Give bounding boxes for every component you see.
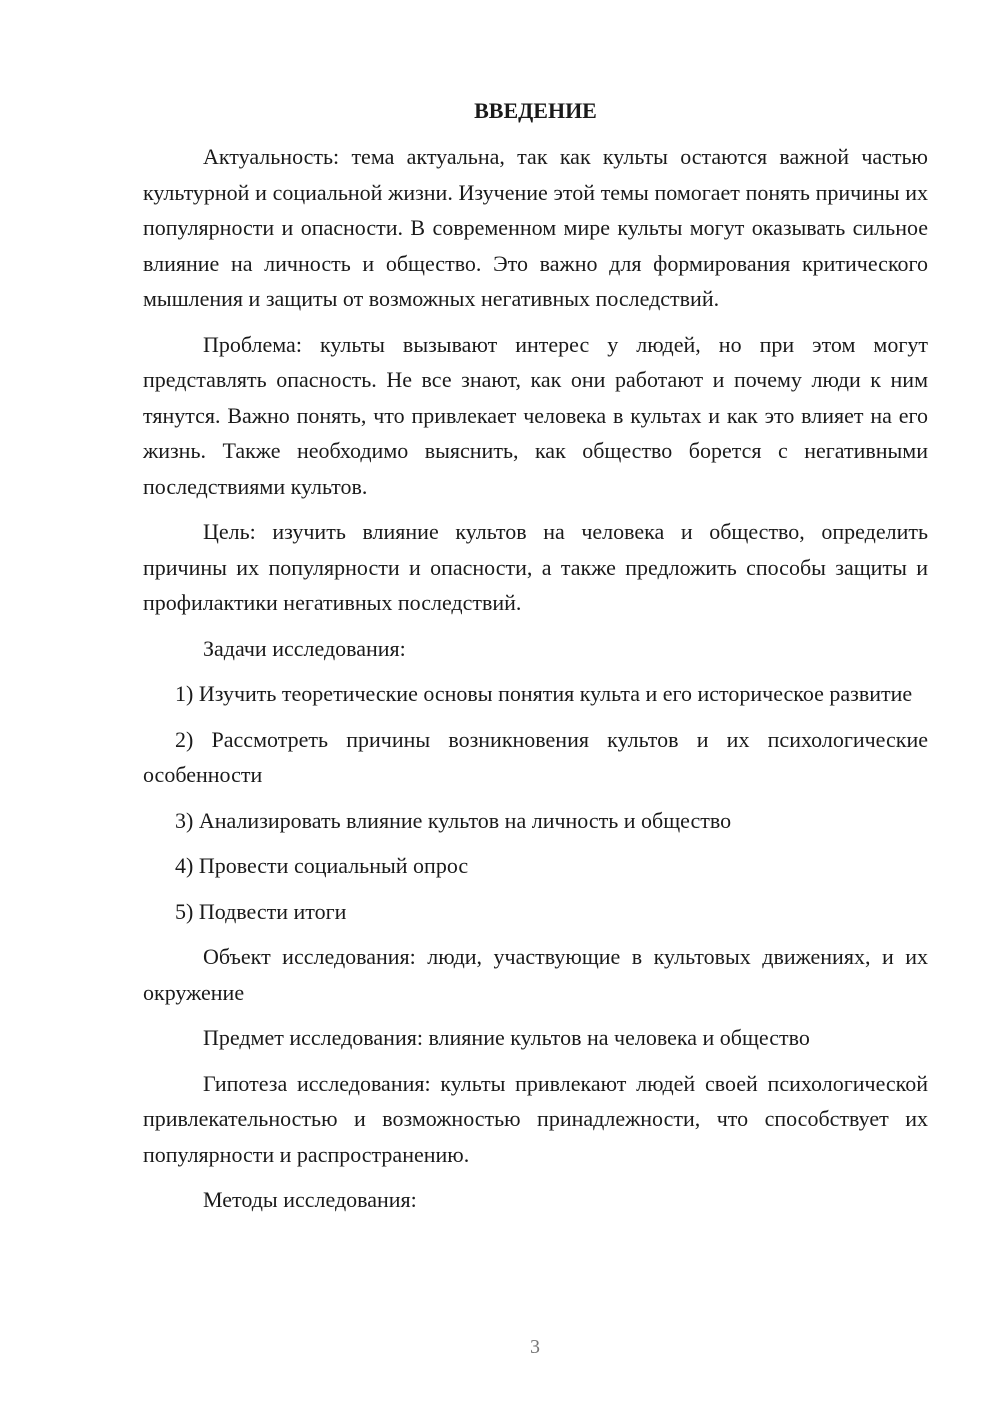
paragraph-goal: Цель: изучить влияние культов на человека и общество, определить причины их популярности и опасности, а также предложить способы защиты и профилактики негативных последствий. [143, 519, 928, 615]
paragraph-subject: Предмет исследования: влияние культов на человека и общество [203, 1025, 810, 1050]
paragraph-problem: Проблема: культы вызывают интерес у людей, но при этом могут представлять опасность. Не все знают, как они работают и почему люди к ним тянутся. Важно понять, что привлекает человека в культах и как это влияет на его жизнь. Также необходимо выяснить, как общество борется с негативными последствиями культов. [143, 331, 928, 499]
section-title: ВВЕДЕНИЕ [474, 98, 597, 123]
paragraph-relevance: Актуальность: тема актуальна, так как культы остаются важной частью культурной и социальной жизни. Изучение этой темы помогает понять причины их популярности и опасности. В современном мире культы могут оказывать сильное влияние на личность и общество. Это важно для формирования критического мышления и защиты от возможных негативных последствий. [143, 144, 928, 311]
page-content [143, 95, 928, 1228]
task-item-5: 5) Подвести итоги [175, 898, 347, 924]
paragraph-object: Объект исследования: люди, участвующие в культовых движениях, и их окружение [143, 944, 928, 1005]
paragraph-tasks-heading: Задачи исследования: [203, 635, 406, 661]
task-item-3: 3) Анализировать влияние культов на личность и общество [175, 807, 732, 833]
task-item-4: 4) Провести социальный опрос [175, 853, 469, 878]
task-item-2: 2) Рассмотреть причины возникновения культов и их психологические особенности [143, 726, 928, 787]
paragraph-hypothesis: Гипотеза исследования: культы привлекают людей своей психологической привлекательностью и возможностью принадлежности, что способствует их популярности и распространению. [143, 1070, 928, 1167]
paragraph-methods: Методы исследования: [203, 1187, 417, 1212]
page-number: 3 [530, 1336, 540, 1358]
task-item-1: 1) Изучить теоретические основы понятия культа и его историческое развитие [175, 681, 913, 706]
